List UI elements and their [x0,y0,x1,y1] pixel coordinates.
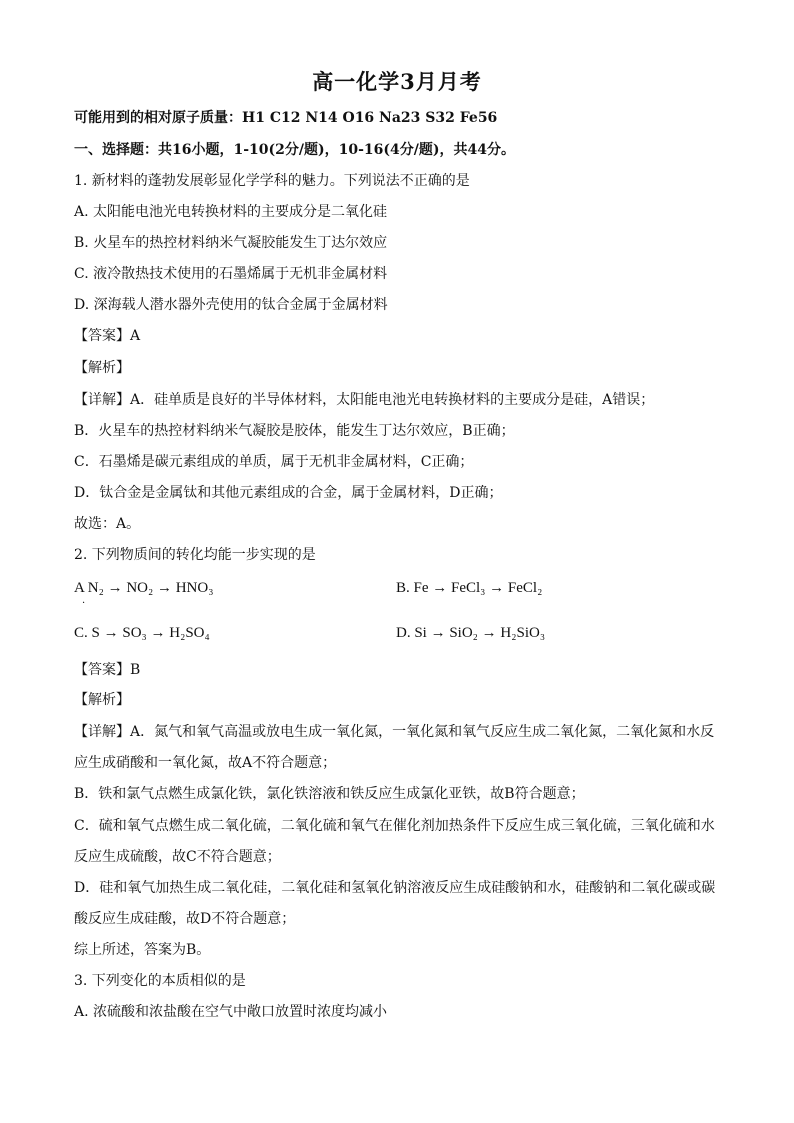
question-1-detail-line: 【详解】A．硅单质是良好的半导体材料，太阳能电池光电转换材料的主要成分是硅，A错误； [74,392,655,408]
question-1-stem: 1. 新材料的蓬勃发展彰显化学学科的魅力。下列说法不正确的是 [74,173,470,189]
section-heading: 一、选择题：共16小题，1-10(2分/题)，10-16(4分/题)，共44分。 [74,142,515,158]
page-title: 高一化学3月月考 [312,69,482,94]
question-1-option-c: C. 液冷散热技术使用的石墨烯属于无机非金属材料 [74,266,388,282]
question-2-answer: 【答案】B [74,662,141,678]
question-2-option-b: B. Fe → FeCl₃ → FeCl₂ [396,580,543,596]
question-1-answer: 【答案】A [74,328,141,344]
question-2-option-c: C. S → SO₃ → H₂SO₄ [74,625,210,641]
question-1-option-a: A. 太阳能电池光电转换材料的主要成分是二氧化硅 [74,204,388,220]
question-2-detail-line: 应生成硝酸和一氧化氮，故A不符合题意； [74,755,337,771]
question-2-detail-line: D．硅和氧气加热生成二氧化硅，二氧化硅和氢氧化钠溶液反应生成硅酸钠和水，硅酸钠和二氧化碳或碳 [74,880,716,896]
question-1-analysis-label: 【解析】 [74,360,130,376]
question-1-option-d: D. 深海载人潜水器外壳使用的钛合金属于金属材料 [74,297,388,313]
question-2-detail-line: 【详解】A．氮气和氧气高温或放电生成一氧化氮，一氧化氮和氧气反应生成二氧化氮，二氧化氮和水反 [74,724,715,740]
question-2-option-a: A N₂ → NO₂ → HNO₃ [74,580,214,596]
question-2-option-d: D. Si → SiO₂ → H₂SiO₃ [396,625,546,641]
question-1-option-b: B. 火星车的热控材料纳米气凝胶能发生丁达尔效应 [74,235,388,251]
question-2-detail-line: B．铁和氯气点燃生成氯化铁，氯化铁溶液和铁反应生成氯化亚铁，故B符合题意； [74,786,585,802]
stray-dot: · [82,598,86,609]
question-1-detail-line: C．石墨烯是碳元素组成的单质，属于无机非金属材料，C正确； [74,454,474,470]
question-2-detail-line: 酸反应生成硅酸，故D不符合题意； [74,911,296,927]
question-1-conclusion: 故选：A。 [74,516,141,532]
question-2-conclusion: 综上所述，答案为B。 [74,942,211,958]
question-3-option-a: A. 浓硫酸和浓盐酸在空气中敞口放置时浓度均减小 [74,1004,388,1020]
question-1-detail-line: B．火星车的热控材料纳米气凝胶是胶体，能发生丁达尔效应，B正确； [74,423,515,439]
question-2-detail-line: 反应生成硫酸，故C不符合题意； [74,849,281,865]
atomic-masses: 可能用到的相对原子质量：H1 C12 N14 O16 Na23 S32 Fe56 [74,110,498,126]
question-2-analysis-label: 【解析】 [74,692,130,708]
question-3-stem: 3. 下列变化的本质相似的是 [74,973,246,989]
question-2-stem: 2. 下列物质间的转化均能一步实现的是 [74,547,316,563]
question-2-detail-line: C．硫和氧气点燃生成二氧化硫，二氧化硫和氧气在催化剂加热条件下反应生成三氧化硫，三氧化硫和水 [74,818,715,834]
question-1-detail-line: D．钛合金是金属钛和其他元素组成的合金，属于金属材料，D正确； [74,485,503,501]
